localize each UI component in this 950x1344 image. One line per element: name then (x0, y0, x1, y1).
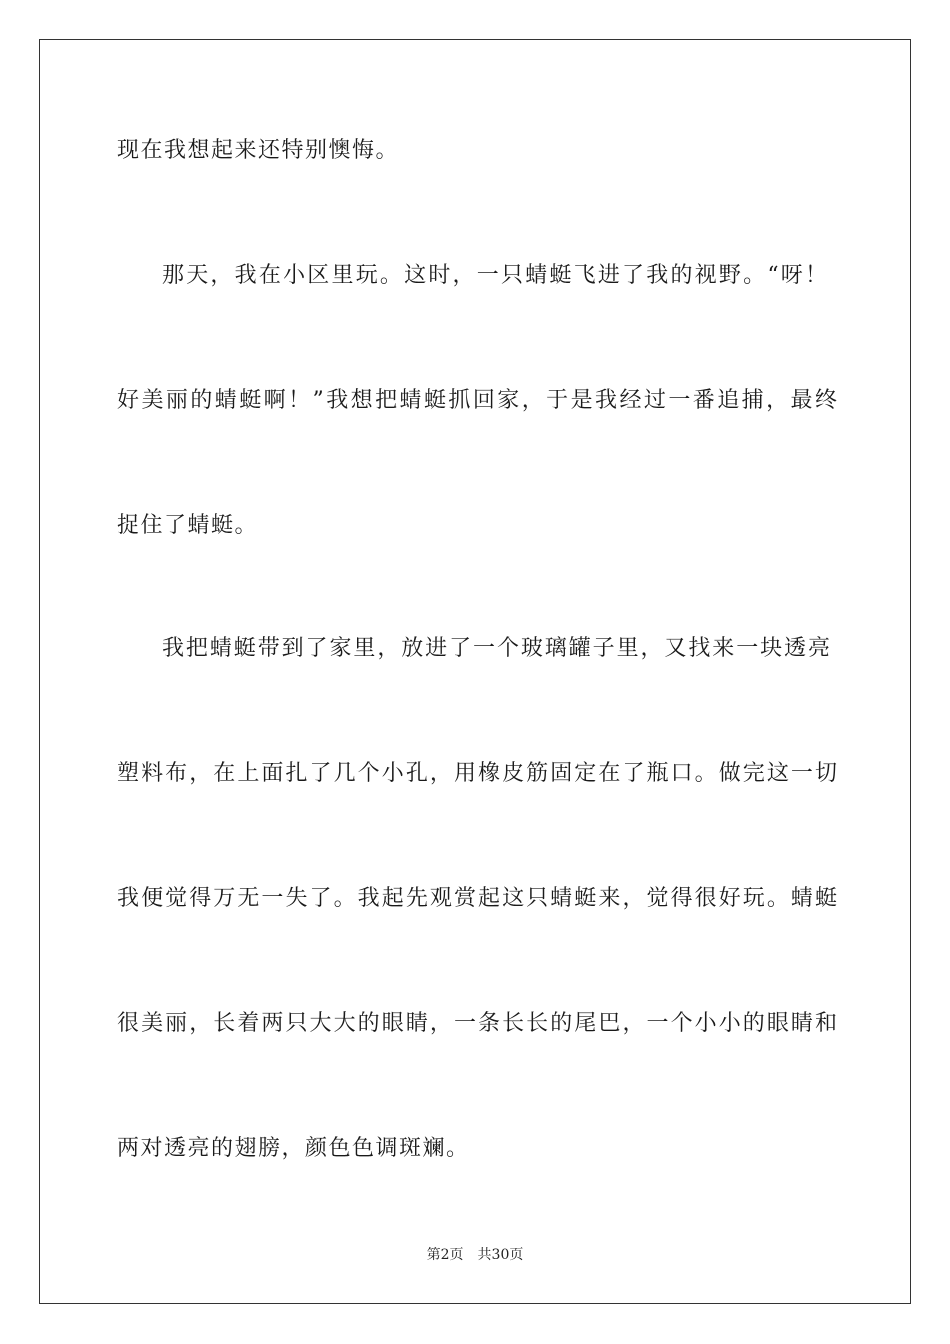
page-footer (0, 1246, 950, 1264)
text-line-2: 那天，我在小区里玩。这时，一只蜻蜓飞进了我的视野。“呀！ (162, 263, 827, 288)
text-line-4: 捉住了蜻蜓。 (117, 513, 259, 538)
text-line-6: 塑料布，在上面扎了几个小孔，用橡皮筋固定在了瓶口。做完这一切 (117, 761, 837, 786)
text-line-7: 我便觉得万无一失了。我起先观赏起这只蜻蜓来，觉得很好玩。蜻蜓 (117, 886, 837, 911)
page-total: 共30页 (477, 1247, 524, 1263)
page-border (39, 39, 911, 1304)
text-line-9: 两对透亮的翅膀，颜色色调斑斓。 (117, 1136, 470, 1161)
text-line-5: 我把蜻蜓带到了家里，放进了一个玻璃罐子里，又找来一块透亮 (162, 636, 830, 661)
text-line-1: 现在我想起来还特别懊悔。 (117, 138, 400, 163)
text-line-3: 好美丽的蜻蜓啊！”我想把蜻蜓抓回家，于是我经过一番追捕，最终 (117, 388, 837, 413)
page-number: 第2页 (426, 1247, 464, 1263)
text-line-8: 很美丽，长着两只大大的眼睛，一条长长的尾巴，一个小小的眼睛和 (117, 1011, 837, 1036)
